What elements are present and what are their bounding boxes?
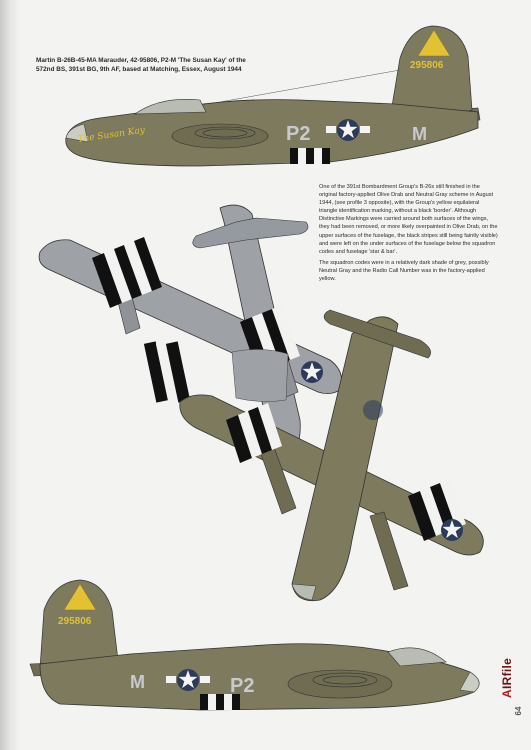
nose-art-name: The Susan Kay (77, 125, 146, 145)
description-paragraph-1: One of the 391st Bombardment Group's B-26s still finished in the original factory-applied Olive Drab and Neutral Gray scheme in August 1944, (see profile 3 opposite), with the Group's yellow equilateral triangle identification marking, without a black 'border'. Although Distinctive Markings were carried around both surfaces of the wings, they had been removed, or more likely overpainted in Olive Drab, on the upper surfaces of the fuselage, the black stripes still being faintly visible) and were left on the under surfaces of the fuselage below the squadron codes and fuselage 'star & bar'. (319, 184, 498, 255)
serial-number-top: 295806 (410, 60, 444, 71)
aircraft-letter-top: M (412, 124, 427, 144)
description-paragraph-2: The squadron codes were in a relatively dark shade of grey, possibly Neutral Gray and the Radio Call Number was in the factory-applied yellow. (319, 259, 489, 283)
serial-number-bottom: 295806 (58, 616, 92, 627)
page-number: 64 (514, 706, 523, 716)
profile-caption: Martin B-26B-45-MA Marauder, 42-95806, P2-M 'The Susan Kay' of the 572nd BS, 391st BG, 9th AF, based at Matching, Essex, August 1944 (36, 57, 246, 74)
side-profile-top (66, 26, 480, 166)
aircraft-letter-bottom: M (130, 672, 145, 692)
plan-view-upper (180, 310, 484, 601)
squadron-code-top: P2 (286, 123, 311, 145)
squadron-code-bottom: P2 (230, 675, 255, 697)
side-profile-bottom (30, 580, 479, 710)
airfile-logo: AIRfile (500, 657, 514, 698)
